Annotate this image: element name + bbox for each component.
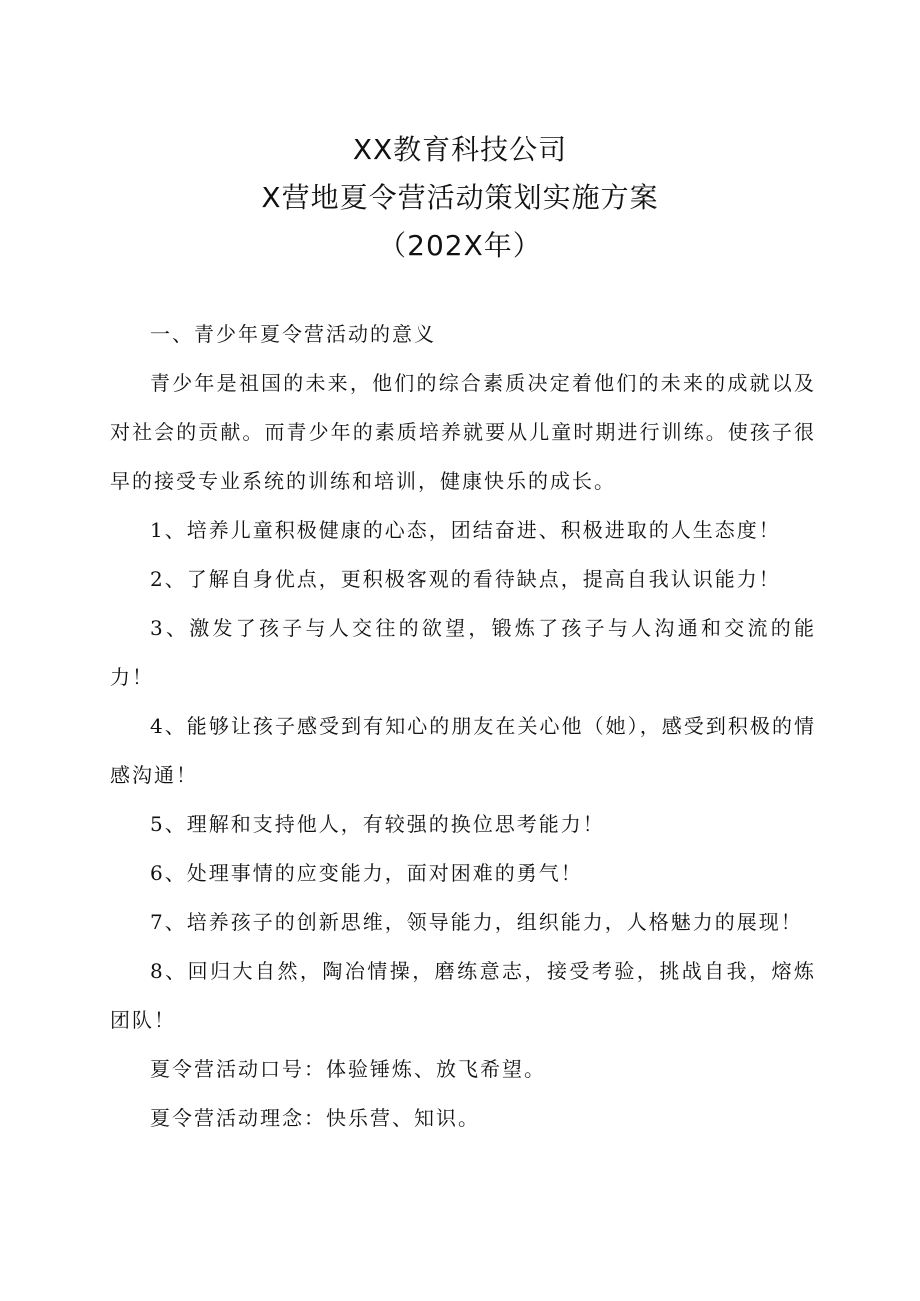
list-item-7: 7、培养孩子的创新思维，领导能力，组织能力，人格魅力的展现！ bbox=[150, 910, 803, 934]
document-year: （202X年） bbox=[378, 229, 542, 262]
slogan-paragraph: 夏令营活动口号：体验锤炼、放飞希望。 bbox=[150, 1057, 546, 1081]
intro-paragraph: 青少年是祖国的未来，他们的综合素质决定着他们的未来的成就以及对社会的贡献。而青少年的素质培养就要从儿童时期进行训练。使孩子很早的接受专业系统的训练和培训，健康快乐的成长。 bbox=[110, 371, 816, 493]
document-title: X营地夏令营活动策划实施方案 bbox=[261, 181, 659, 214]
list-item-1: 1、培养儿童积极健康的心态，团结奋进、积极进取的人生态度！ bbox=[150, 518, 781, 542]
document-title-block bbox=[0, 126, 920, 270]
section-heading: 一、青少年夏令营活动的意义 bbox=[150, 322, 436, 346]
list-item-3: 3、激发了孩子与人交往的欲望，锻炼了孩子与人沟通和交流的能力！ bbox=[110, 616, 816, 689]
list-item-5: 5、理解和支持他人，有较强的换位思考能力！ bbox=[150, 812, 605, 836]
list-item-2: 2、了解自身优点，更积极客观的看待缺点，提高自我认识能力！ bbox=[150, 567, 781, 591]
list-item-8: 8、回归大自然，陶冶情操，磨练意志，接受考验，挑战自我，熔炼团队！ bbox=[110, 959, 816, 1032]
list-item-6: 6、处理事情的应变能力，面对困难的勇气！ bbox=[150, 861, 583, 885]
list-item-4: 4、能够让孩子感受到有知心的朋友在关心他（她），感受到积极的情感沟通！ bbox=[110, 714, 816, 787]
document-body bbox=[110, 310, 816, 1143]
concept-paragraph: 夏令营活动理念：快乐营、知识。 bbox=[150, 1106, 480, 1130]
company-name: XX教育科技公司 bbox=[352, 133, 568, 166]
